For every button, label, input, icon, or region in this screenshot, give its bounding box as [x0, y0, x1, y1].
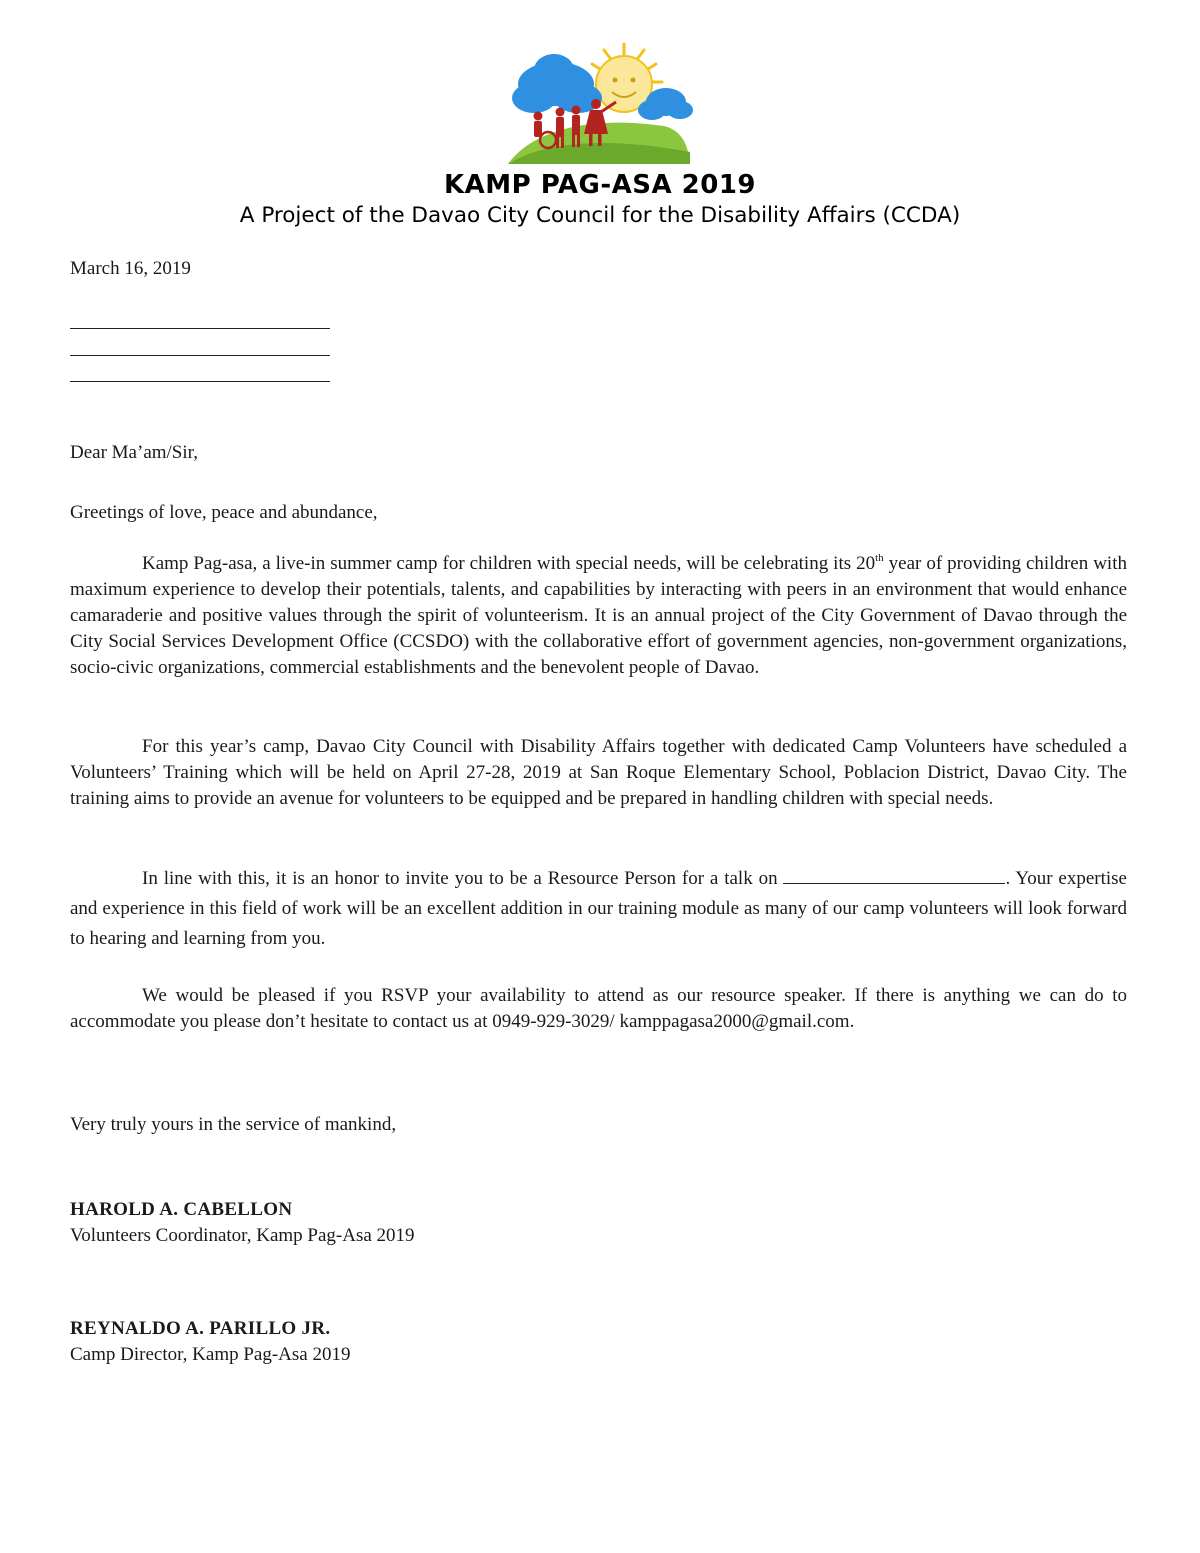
greeting: Greetings of love, peace and abundance,	[70, 502, 378, 523]
topic-blank	[783, 865, 1005, 884]
ordinal-suffix: th	[875, 552, 884, 564]
paragraph-invitation-text-cont: . Your expertise and experience in this field of work will be an excellent addition in our training module as many of our camp volunteers will look forward to hearing and learning from you.	[70, 868, 1127, 949]
letter-date: March 16, 2019	[70, 258, 191, 279]
paragraph-rsvp-text: We would be pleased if you RSVP your availability to attend as our resource speaker. If there is anything we can do to accommodate you please don’t hesitate to contact us at 0949-929-3029/ kamppagasa2000@gmail.com.	[70, 985, 1127, 1032]
paragraph-invitation	[70, 864, 1127, 954]
page-subtitle: A Project of the Davao City Council for the Disability Affairs (CCDA)	[239, 203, 961, 228]
paragraph-intro	[70, 551, 1127, 681]
address-line	[70, 355, 330, 356]
signature-block	[70, 1316, 1127, 1368]
kamp-pag-asa-logo-icon	[504, 42, 694, 170]
signatory-name: REYNALDO A. PARILLO JR.	[70, 1318, 331, 1339]
signatory-name: HAROLD A. CABELLON	[70, 1199, 293, 1220]
signatory-title: Camp Director, Kamp Pag-Asa 2019	[70, 1344, 351, 1365]
paragraph-training-text: For this year’s camp, Davao City Council with Disability Affairs together with dedicated Camp Volunteers have scheduled a Volunteers’ Training which will be held on April 27-28, 2019 at San Roque Elementary School, Poblacion District, Davao City. The training aims to provide an avenue for volunteers to be equipped and be prepared in handling children with special needs.	[70, 736, 1127, 809]
page-title: KAMP PAG-ASA 2019	[443, 170, 757, 200]
address-line	[70, 381, 330, 382]
paragraph-intro-text: Kamp Pag-asa, a live-in summer camp for children with special needs, will be celebrating its 20	[142, 553, 876, 574]
salutation: Dear Ma’am/Sir,	[70, 442, 198, 463]
closing: Very truly yours in the service of mankind,	[70, 1114, 397, 1135]
paragraph-invitation-text: In line with this, it is an honor to invite you to be a Resource Person for a talk on	[142, 868, 784, 889]
address-line	[70, 328, 330, 329]
paragraph-rsvp	[70, 983, 1127, 1035]
paragraph-training	[70, 734, 1127, 812]
signature-block	[70, 1197, 1127, 1249]
paragraph-intro-text-cont: year of providing children with maximum experience to develop their potentials, talents, and capabilities by interacting with peers in an environment that would enhance camaraderie and positive values through the spirit of volunteerism. It is an annual project of the City Government of Davao through the City Social Services Development Office (CCSDO) with the collaborative effort of government agencies, non-government organizations, socio-civic organizations, commercial establishments and the benevolent people of Davao.	[70, 553, 1127, 678]
signatory-title: Volunteers Coordinator, Kamp Pag-Asa 2019	[70, 1225, 415, 1246]
